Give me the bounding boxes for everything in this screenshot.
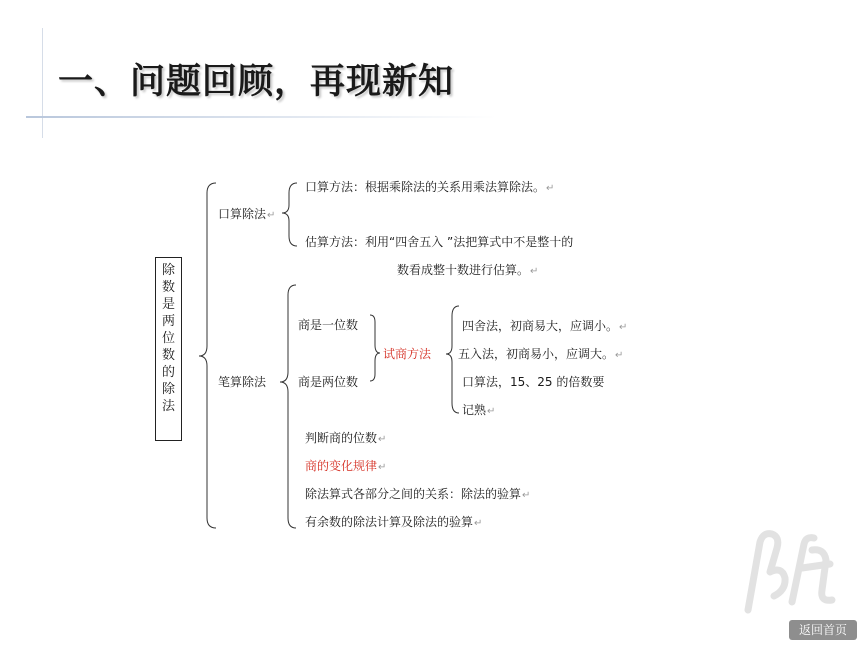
trial-item: 五入法，初商易小，应调大。↵ [458,347,624,361]
root-char: 位 [161,331,175,346]
trial-item: 四舍法，初商易大，应调小。↵ [462,319,628,333]
quotient-two-digit: 商是两位数 [298,375,359,389]
root-char: 两 [161,314,175,329]
root-char: 除 [161,263,175,278]
root-node-box [155,257,182,441]
page-title: 一、问题回顾，再现新知 [58,61,455,102]
root-char: 数 [161,280,175,295]
written-brace [280,285,296,528]
quotient-one-digit: 商是一位数 [298,318,359,332]
root-char: 是 [161,297,175,312]
oral-brace [282,183,297,246]
written-item: 除法算式各部分之间的关系：除法的验算↵ [305,487,531,501]
root-char: 法 [161,399,175,414]
root-char: 数 [161,348,175,363]
quotient-brace [370,315,380,381]
written-item: 有余数的除法计算及除法的验算↵ [305,515,483,529]
watermark-logo-icon [730,510,850,625]
written-item: 判断商的位数↵ [305,431,387,445]
trial-item: 口算法，15、25 的倍数要 [462,375,605,389]
estimation-method-item: 估算方法：利用“四舍五入 ”法把算式中不是整十的 [305,235,574,249]
written-item-highlight: 商的变化规律↵ [305,459,387,473]
estimation-method-item-cont: 数看成整十数进行估算。↵ [397,263,539,277]
return-home-button[interactable]: 返回首页 [789,620,857,640]
trial-item: 记熟↵ [462,403,496,417]
root-char: 的 [161,365,175,380]
branch-written-division: 笔算除法 [218,375,267,389]
root-char: 除 [161,382,175,397]
trial-quotient-method: 试商方法 [383,347,432,361]
main-brace [199,183,216,528]
oral-method-item: 口算方法：根据乘除法的关系用乘法算除法。↵ [305,180,555,194]
branch-oral-division: 口算除法↵ [218,207,276,221]
